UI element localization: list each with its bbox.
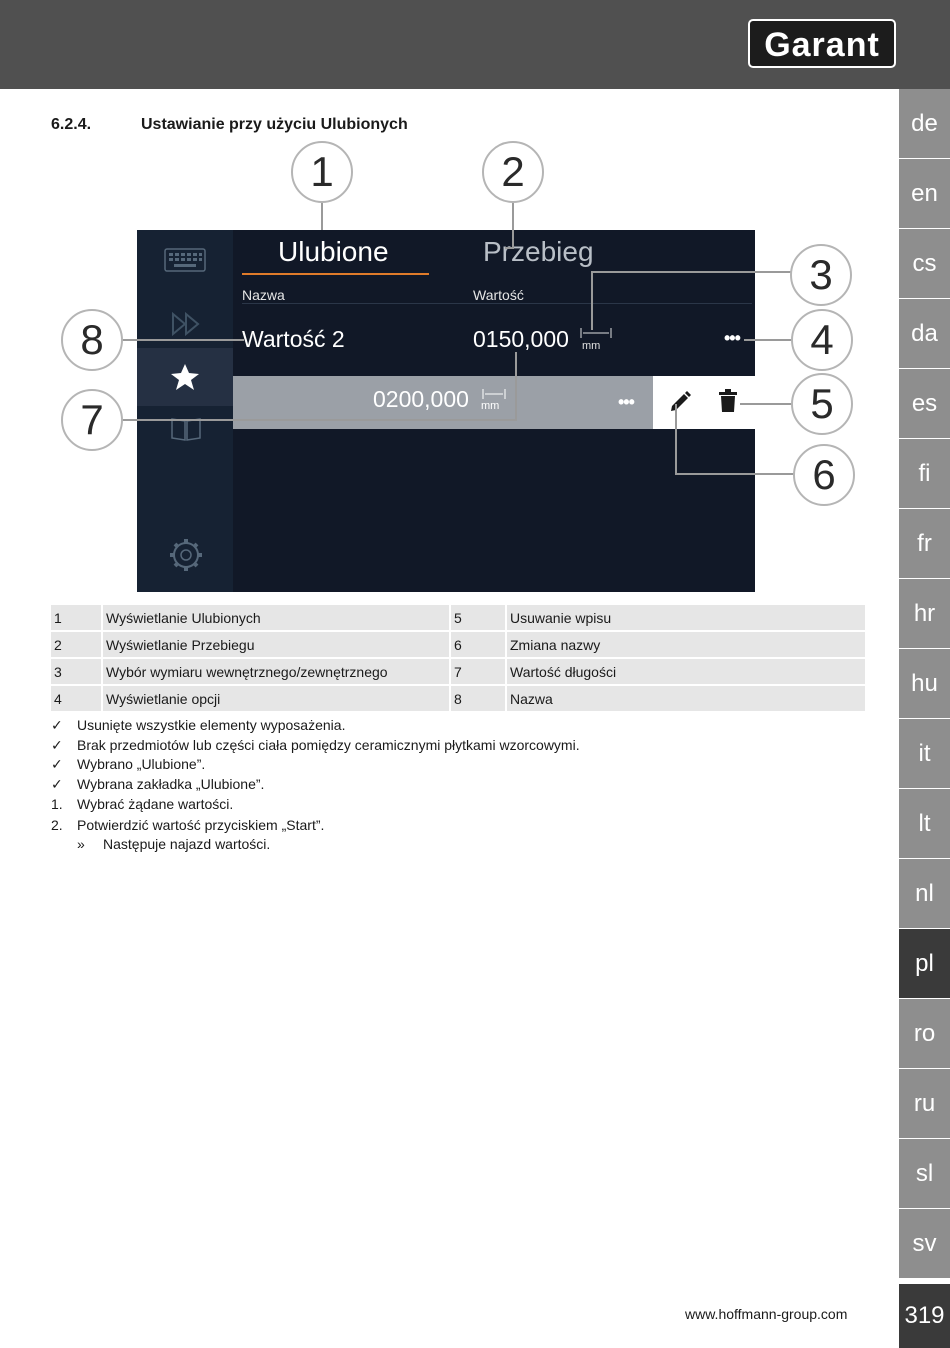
language-tab[interactable]: hr xyxy=(899,579,950,649)
tab-favorites[interactable]: Ulubione xyxy=(278,236,389,267)
step-number: 1. xyxy=(51,796,63,812)
legend-label: Usuwanie wpisu xyxy=(507,605,867,630)
language-tab[interactable]: de xyxy=(899,89,950,159)
table-row xyxy=(51,686,867,711)
language-tab[interactable]: fr xyxy=(899,509,950,579)
table-row xyxy=(51,605,867,630)
list-item-text: Wybrać żądane wartości. xyxy=(77,796,234,812)
legend-number: 2 xyxy=(51,632,103,657)
language-tab[interactable]: da xyxy=(899,299,950,369)
column-header-name: Nazwa xyxy=(242,287,285,303)
list-item xyxy=(51,795,580,815)
instruction-list xyxy=(51,716,580,855)
list-item-text: Następuje najazd wartości. xyxy=(103,836,271,852)
inner-outer-dimension-icon[interactable] xyxy=(481,388,507,400)
column-header-value: Wartość xyxy=(473,287,524,303)
footer-url[interactable]: www.hoffmann-group.com xyxy=(685,1306,848,1322)
language-tab[interactable]: ru xyxy=(899,1069,950,1139)
unit-label: mm xyxy=(582,340,601,352)
list-item-text: Usunięte wszystkie elementy wyposażenia. xyxy=(77,717,346,733)
result-marker: » xyxy=(77,836,85,852)
step-number: 2. xyxy=(51,816,63,833)
table-row xyxy=(51,659,867,684)
language-tab[interactable]: fi xyxy=(899,439,950,509)
favorite-value[interactable]: 0200,000 xyxy=(373,386,469,412)
list-item-text: Brak przedmiotów lub części ciała pomiędzy ceramicznymi płytkami wzorcowymi. xyxy=(77,736,580,753)
legend-table xyxy=(51,603,867,713)
trash-icon[interactable] xyxy=(718,389,738,413)
language-tab[interactable]: cs xyxy=(899,229,950,299)
language-tab[interactable]: en xyxy=(899,159,950,229)
list-item xyxy=(51,835,580,855)
options-icon[interactable]: ••• xyxy=(618,392,634,412)
page-number: 319 xyxy=(899,1284,950,1348)
legend-label: Wyświetlanie opcji xyxy=(103,686,451,711)
list-item xyxy=(51,775,580,795)
legend-number: 7 xyxy=(451,659,507,684)
language-tab[interactable]: ro xyxy=(899,999,950,1069)
check-icon: ✓ xyxy=(51,717,63,733)
callout-1: 1 xyxy=(291,141,353,203)
legend-label: Wybór wymiaru wewnętrznego/zewnętrznego xyxy=(103,659,451,684)
legend-number: 6 xyxy=(451,632,507,657)
list-item xyxy=(51,736,580,756)
legend-label: Wyświetlanie Przebiegu xyxy=(103,632,451,657)
legend-number: 8 xyxy=(451,686,507,711)
options-icon[interactable]: ••• xyxy=(724,328,740,348)
inner-outer-dimension-icon[interactable] xyxy=(579,327,613,339)
legend-label: Nazwa xyxy=(507,686,867,711)
check-icon: ✓ xyxy=(51,775,63,792)
callout-3: 3 xyxy=(790,244,852,306)
book-icon[interactable] xyxy=(170,416,202,442)
callout-7: 7 xyxy=(61,389,123,451)
language-tab[interactable]: nl xyxy=(899,859,950,929)
language-tab[interactable]: es xyxy=(899,369,950,439)
list-item xyxy=(51,755,580,775)
legend-number: 5 xyxy=(451,605,507,630)
language-tab[interactable]: hu xyxy=(899,649,950,719)
language-tab[interactable]: sv xyxy=(899,1209,950,1279)
language-tabs xyxy=(899,89,950,1279)
header-divider xyxy=(242,303,752,304)
callout-6: 6 xyxy=(793,444,855,506)
tab-history[interactable]: Przebieg xyxy=(483,236,594,267)
legend-number: 4 xyxy=(51,686,103,711)
language-tab[interactable]: it xyxy=(899,719,950,789)
page-header xyxy=(0,0,950,89)
list-item xyxy=(51,816,580,836)
legend-label: Wyświetlanie Ulubionych xyxy=(103,605,451,630)
active-tab-indicator xyxy=(242,273,429,275)
unit-label: mm xyxy=(481,400,500,412)
fast-forward-icon[interactable] xyxy=(171,312,201,336)
language-tab[interactable]: lt xyxy=(899,789,950,859)
callout-4: 4 xyxy=(791,309,853,371)
gear-icon[interactable] xyxy=(169,538,203,572)
callout-8: 8 xyxy=(61,309,123,371)
callout-2: 2 xyxy=(482,141,544,203)
row-actions xyxy=(653,376,755,429)
keyboard-icon[interactable] xyxy=(164,248,206,272)
list-item xyxy=(51,716,580,736)
list-item-text: Potwierdzić wartość przyciskiem „Start”. xyxy=(77,816,325,833)
legend-number: 3 xyxy=(51,659,103,684)
legend-label: Zmiana nazwy xyxy=(507,632,867,657)
section-title: Ustawianie przy użyciu Ulubionych xyxy=(141,116,408,133)
pencil-icon[interactable] xyxy=(668,390,692,414)
section-number: 6.2.4. xyxy=(51,116,92,133)
check-icon: ✓ xyxy=(51,736,63,753)
list-item-text: Wybrano „Ulubione”. xyxy=(77,756,206,772)
legend-label: Wartość długości xyxy=(507,659,867,684)
favorite-name[interactable]: Wartość 2 xyxy=(242,326,345,352)
table-row xyxy=(51,632,867,657)
check-icon: ✓ xyxy=(51,756,63,772)
device-screen xyxy=(137,230,755,592)
favorite-row-selected[interactable] xyxy=(233,376,653,429)
language-tab-active[interactable]: pl xyxy=(899,929,950,999)
list-item-text: Wybrana zakładka „Ulubione”. xyxy=(77,775,265,792)
star-icon[interactable] xyxy=(170,363,200,391)
legend-number: 1 xyxy=(51,605,103,630)
favorite-value[interactable]: 0150,000 xyxy=(473,326,569,352)
callout-5: 5 xyxy=(791,373,853,435)
garant-logo: Garant xyxy=(748,19,896,68)
language-tab[interactable]: sl xyxy=(899,1139,950,1209)
